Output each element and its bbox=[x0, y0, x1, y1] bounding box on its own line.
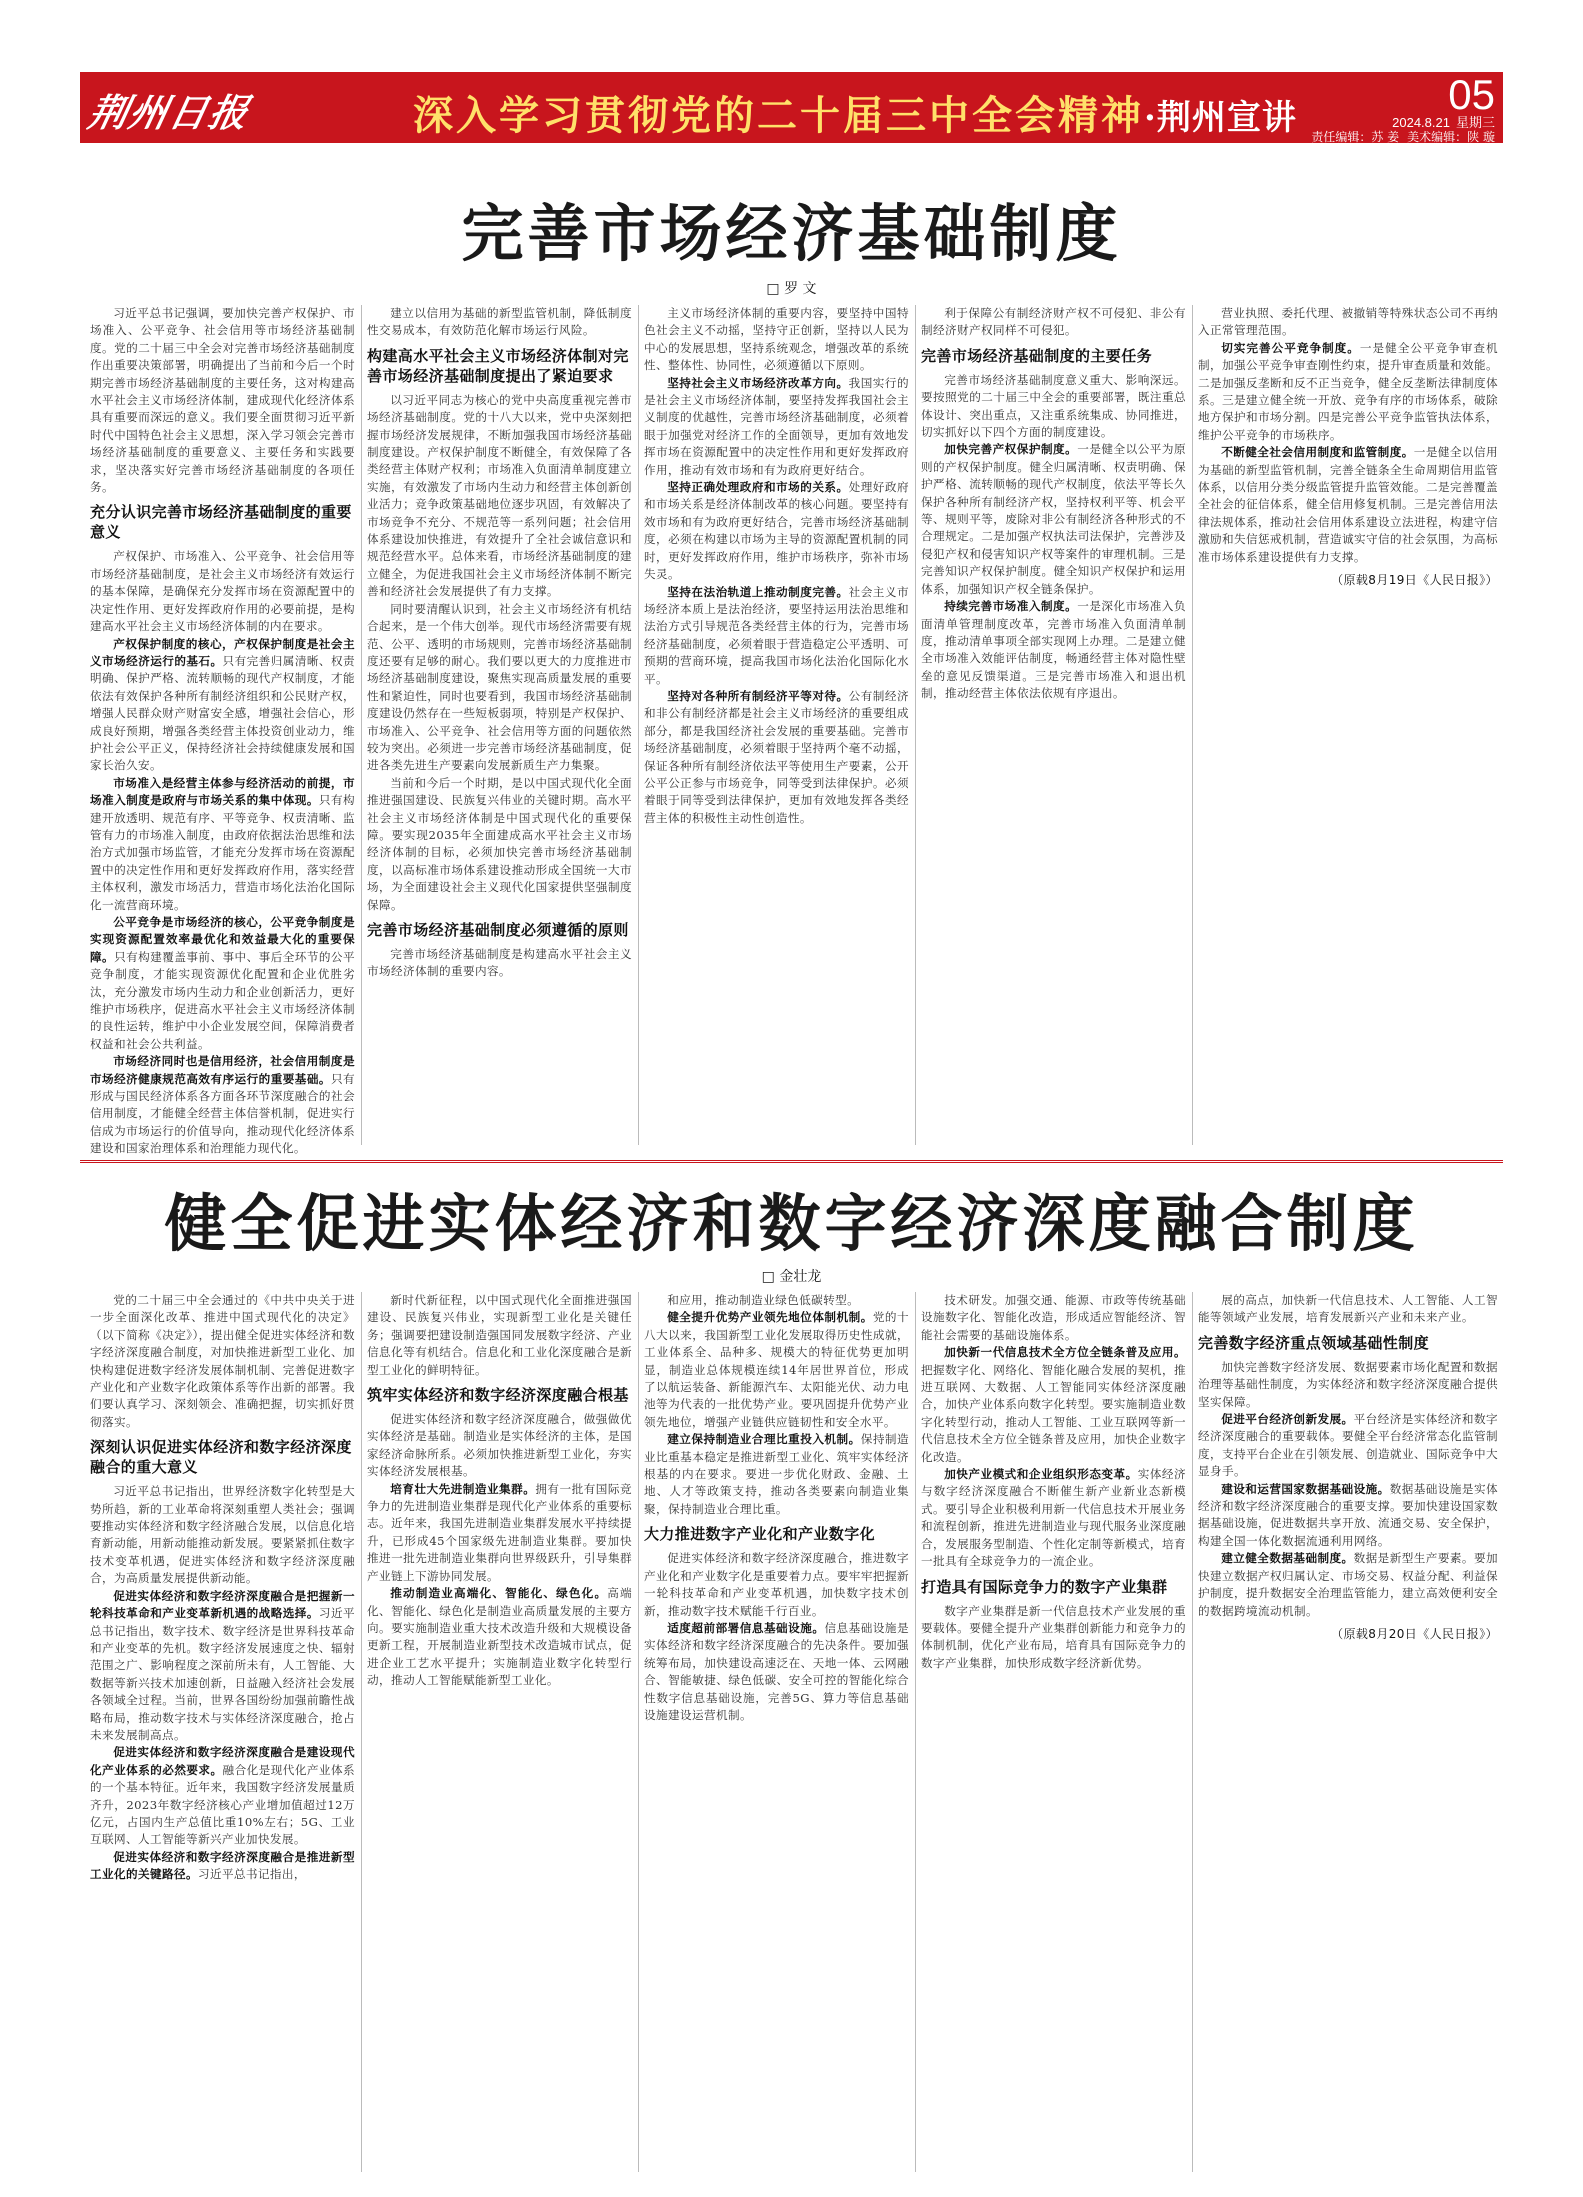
paragraph-lead: 建立健全数据基础制度。 bbox=[1221, 1551, 1354, 1566]
article2-col3 bbox=[644, 1292, 909, 2172]
paragraph-text: 一是健全以信用为基础的新型监管机制，完善全链条全生命周期信用监管体系，以信用分类分级监管提升监管效能。二是完善覆盖全社会的征信体系，健全信用修复机制。三是完善信用法律法规体系，推动社会信用体系建设立法进程，构建守信激励和失信惩戒机制，营造诚实守信的社会氛围，为高标准市场体系建设提供有力支撑。 bbox=[1198, 445, 1498, 564]
responsible-editor: 责任编辑：苏 姜 bbox=[1311, 130, 1400, 144]
paragraph-text: 一是深化市场准入负面清单管理制度改革，完善市场准入负面清单制度，推动清单事项全部实现网上办理。二是建立健全市场准入效能评估制度，畅通经营主体对隐性壁垒的意见反馈渠道。三是完善市场准入和退出机制，推动经营主体依法依规有序退出。 bbox=[921, 599, 1186, 701]
paragraph-text: 只有完善归属清晰、权责明确、保护严格、流转顺畅的现代产权制度，才能依法有效保护各种所有制经济组织和公民财产权，增强人民群众财产财富安全感，增强社会信心，形成良好预期，增强各类经营主体投资创业动力，维护社会公平正义，保持经济社会持续健康发展和国家长治久安。 bbox=[90, 653, 355, 773]
paragraph bbox=[644, 479, 909, 583]
paragraph bbox=[367, 305, 632, 340]
source-note: （原载8月20日《人民日报》） bbox=[1331, 1626, 1498, 1641]
paragraph-text: 数据是新型生产要素。要加快建立数据产权归属认定、市场交易、权益分配、利益保护制度，提升数据安全治理监管能力，建立高效便利安全的数据跨境流动机制。 bbox=[1198, 1551, 1498, 1618]
paragraph bbox=[644, 1620, 909, 1724]
paragraph-text: 利于保障公有制经济财产权不可侵犯、非公有制经济财产权同样不可侵犯。 bbox=[921, 306, 1186, 338]
paragraph bbox=[644, 1309, 909, 1431]
paragraph-text: 公有制经济和非公有制经济都是社会主义市场经济的重要组成部分，都是我国经济社会发展的重要基础。完善市场经济基础制度，必须着眼于坚持两个毫不动摇，保证各种所有制经济依法平等使用生产要素，公开公平公正参与市场竞争，同等受到法律保护。必须着眼于同等受到法律保护，更加有效地发挥各类经营主体的积极性主动性创造性。 bbox=[644, 688, 909, 825]
paragraph bbox=[644, 375, 909, 479]
article2-col4 bbox=[921, 1292, 1186, 2172]
paragraph bbox=[921, 598, 1186, 702]
paragraph-text: 党的十八大以来，我国新型工业化发展取得历史性成就，工业体系全、品种多、规模大的特征优势更加明显，制造业总体规模连续14年居世界首位，形成了以航运装备、新能源汽车、太阳能光伏、动力电池等为代表的一批优势产业。要巩固提升优势产业领先地位，增强产业链供应链韧性和安全水平。 bbox=[644, 1310, 909, 1429]
paragraph bbox=[90, 1053, 355, 1157]
paragraph-text: 完善市场经济基础制度意义重大、影响深远。要按照党的二十届三中全会的重要部署，既注重总体设计、突出重点，又注重系统集成、协同推进，切实抓好以下四个方面的制度建设。 bbox=[921, 372, 1186, 440]
paragraph bbox=[90, 305, 355, 496]
paragraph-lead: 建设和运营国家数据基础设施。 bbox=[1221, 1481, 1390, 1496]
paragraph bbox=[921, 441, 1186, 598]
paragraph-text: 只有构建覆盖事前、事中、事后全环节的公平竞争制度，才能实现资源优化配置和企业优胜劣汰，充分激发市场内生动力和企业创新活力，更好维护市场秩序，促进高水平社会主义市场经济体制的良性运转，维护中小企业发展空间，保障消费者权益和社会公共利益。 bbox=[90, 949, 355, 1051]
paragraph-text: 技术研发。加强交通、能源、市政等传统基础设施数字化、智能化改造，形成适应智能经济、智能社会需要的基础设施体系。 bbox=[921, 1293, 1186, 1342]
paragraph-lead: 培育壮大先进制造业集群。 bbox=[390, 1481, 536, 1496]
column-divider bbox=[638, 1292, 639, 2172]
section-heading: 完善市场经济基础制度必须遵循的原则 bbox=[367, 921, 629, 939]
paragraph bbox=[921, 1466, 1186, 1570]
paragraph bbox=[644, 688, 909, 827]
paragraph-text: 党的二十届三中全会通过的《中共中央关于进一步全面深化改革、推进中国式现代化的决定》（以下简称《决定》），提出健全促进实体经济和数字经济深度融合制度，对加快推进新型工业化、加快构建促进数字经济发展体制机制、完善促进数字产业化和产业数字化政策体系等作出新的部署。我们要认真学习、深刻领会、准确把握，切实抓好贯彻落实。 bbox=[90, 1293, 355, 1429]
paragraph-text: 习近平总书记强调，要加快完善产权保护、市场准入、公平竞争、社会信用等市场经济基础制度。党的二十届三中全会对完善市场经济基础制度作出重要决策部署，明确提出了当前和今后一个时期完善市场经济基础制度的主要任务，这对构建高水平社会主义市场经济体制，建成现代化经济体系具有重要而深远的意义。我们要全面贯彻习近平新时代中国特色社会主义思想，深入学习领会完善市场经济基础制度的重要意义、主要任务和实践要求，坚决落实好完善市场经济基础制度的各项任务。 bbox=[90, 306, 355, 495]
paragraph bbox=[367, 1481, 632, 1585]
paragraph-text: 社会主义市场经济本质上是法治经济，要坚持运用法治思维和法治方式引导规范各类经营主体的行为，完善市场经济基础制度，必须着眼于营造稳定公平透明、可预期的营商环境，提高我国市场化法治化国际化水平。 bbox=[644, 584, 909, 686]
paragraph-text: 一是健全以公平为原则的产权保护制度。健全归属清晰、权责明确、保护严格、流转顺畅的现代产权制度，依法平等长久保护各种所有制经济产权，坚持权利平等、机会平等、规则平等，废除对非公有制经济各种形式的不合理规定。二是加强产权执法司法保护，完善涉及侵犯产权和侵害知识产权等案件的审理机制。三是完善知识产权保护制度。健全知识产权保护和运用体系，加强知识产权全链条保护。 bbox=[921, 442, 1186, 596]
paragraph bbox=[90, 548, 355, 635]
paragraph-lead: 适度超前部署信息基础设施。 bbox=[667, 1620, 825, 1635]
paragraph bbox=[644, 584, 909, 688]
section-heading: 打造具有国际竞争力的数字产业集群 bbox=[921, 1577, 1168, 1596]
paragraph-text: 主义市场经济体制的重要内容，要坚持中国特色社会主义不动摇，坚持守正创新，坚持以人民为中心的发展思想，坚持系统观念，增强改革的系统性、整体性、协同性，必须遵循以下原则。 bbox=[644, 306, 909, 373]
paragraph-text: 和应用，推动制造业绿色低碳转型。 bbox=[667, 1293, 860, 1307]
paragraph bbox=[1198, 305, 1498, 340]
banner-suffix: ·荆州宣讲 bbox=[1144, 98, 1297, 138]
article1-byline: □ 罗 文 bbox=[766, 281, 817, 297]
paragraph-text: 促进实体经济和数字经济深度融合，做强做优实体经济是基础。制造业是实体经济的主体，是国家经济命脉所系。必须加快推进新型工业化，夯实实体经济发展根基。 bbox=[367, 1412, 632, 1479]
paragraph-text: 完善市场经济基础制度是构建高水平社会主义市场经济体制的重要内容。 bbox=[367, 947, 632, 979]
paragraph-text: 营业执照、委托代理、被撤销等特殊状态公司不再纳入正常管理范围。 bbox=[1198, 306, 1498, 338]
paragraph-lead: 坚持正确处理政府和市场的关系。 bbox=[667, 480, 849, 495]
paragraph bbox=[90, 1744, 355, 1848]
article2-col1 bbox=[90, 1292, 355, 2172]
section-heading: 充分认识完善市场经济基础制度的重要意义 bbox=[90, 503, 352, 542]
paragraph-lead: 促进平台经济创新发展。 bbox=[1221, 1412, 1354, 1427]
article1-col1 bbox=[90, 305, 355, 1156]
paragraph-text: 拥有一批有国际竞争力的先进制造业集群是现代化产业体系的重要标志。近年来，我国先进制造业集群发展水平持续提升，已形成45个国家级先进制造业集群。要加快推进一批先进制造业集群向世界级跃升，引导集群产业链上下游协同发展。 bbox=[367, 1481, 632, 1583]
banner-title bbox=[413, 84, 1297, 141]
paragraph bbox=[1198, 1292, 1498, 1327]
paragraph-lead: 推动制造业高端化、智能化、绿色化。 bbox=[390, 1586, 608, 1601]
column-divider bbox=[915, 305, 916, 1145]
paragraph-text: 把握数字化、网络化、智能化融合发展的契机，推进互联网、大数据、人工智能同实体经济深度融合，加快产业体系向数字化转型。要实施制造业数字化转型行动，推动人工智能、工业互联网等新一代信息技术全方位全链条普及应用，加快企业数字化改造。 bbox=[921, 1362, 1186, 1464]
paragraph-text: 数字产业集群是新一代信息技术产业发展的重要载体。要健全提升产业集群创新能力和竞争力的体制机制，优化产业布局，培育具有国际竞争力的数字产业集群，加快形成数字经济新优势。 bbox=[921, 1603, 1186, 1670]
paragraph-text: 展的高点，加快新一代信息技术、人工智能、人工智能等领域产业发展，培育发展新兴产业和未来产业。 bbox=[1198, 1293, 1498, 1325]
paragraph-text: 我国实行的是社会主义市场经济体制，要坚持发挥我国社会主义制度的优越性，完善市场经济基础制度，必须着眼于加强党对经济工作的全面领导，更加有效地发挥市场在资源配置中的决定性作用和更好发挥政府作用，推动有效市场和有为政府更好结合。 bbox=[644, 375, 909, 477]
paragraph bbox=[921, 1292, 1186, 1344]
paragraph-text: 只有构建开放透明、规范有序、平等竞争、权责清晰、监管有力的市场准入制度，由政府依据法治思维和法治方式加强市场监管，才能充分发挥市场在资源配置中的决定性作用和更好发挥政府作用，落实经营主体权利，激发市场活力，营造市场化法治化国际化一流营商环境。 bbox=[90, 793, 355, 912]
paragraph bbox=[921, 372, 1186, 442]
paragraph-text: 信息基础设施是实体经济和数字经济深度融合的先决条件。要加强统筹布局，加快建设高速泛在、天地一体、云网融合、智能敏捷、绿色低碳、安全可控的智能化综合性数字信息基础设施，完善5G、算力等信息基础设施建设运营机制。 bbox=[644, 1620, 910, 1722]
paragraph bbox=[1198, 444, 1498, 566]
article1-col3 bbox=[644, 305, 909, 1145]
section-heading: 构建高水平社会主义市场经济体制对完善市场经济基础制度提出了紧迫要求 bbox=[367, 346, 629, 385]
paragraph-text: 习近平总书记指出， bbox=[197, 1867, 306, 1882]
date: 2024.8.21 bbox=[1392, 115, 1450, 130]
paragraph-text: 习近平总书记指出，世界经济数字化转型是大势所趋，新的工业革命将深刻重塑人类社会；强调要推动实体经济和数字经济融合发展，以信息化培育新动能，用新动能推动新发展。要紧紧抓住数字技术变革机遇，促进实体经济和数字经济深度融合，为高质量发展提供新动能。 bbox=[90, 1484, 355, 1586]
paragraph-lead: 加快完善产权保护制度。 bbox=[944, 442, 1078, 457]
paragraph bbox=[90, 1292, 355, 1431]
paragraph-text: 高端化、智能化、绿色化是制造业高质量发展的主要方向。要实施制造业重大技术改造升级和大规模设备更新工程，开展制造业新型技术改造城市试点，促进企业工艺水平提升；实施制造业数字化转型行动，推动人工智能赋能新型工业化。 bbox=[367, 1586, 632, 1688]
paragraph-text: 平台经济是实体经济和数字经济深度融合的重要载体。要健全平台经济常态化监管制度，支持平台企业在引领发展、创造就业、国际竞争中大显身手。 bbox=[1198, 1412, 1498, 1479]
paragraph-lead: 切实完善公平竞争制度。 bbox=[1221, 340, 1360, 355]
paragraph bbox=[921, 305, 1186, 340]
source-note: （原载8月19日《人民日报》） bbox=[1331, 573, 1498, 588]
paragraph-text: 保持制造业比重基本稳定是推进新型工业化、筑牢实体经济根基的内在要求。要进一步优化财政、金融、土地、人才等政策支持，推动各类要素向制造业集聚，保持制造业合理比重。 bbox=[644, 1432, 909, 1516]
paragraph bbox=[367, 1411, 632, 1481]
section-heading: 完善市场经济基础制度的主要任务 bbox=[921, 346, 1153, 365]
paragraph bbox=[644, 305, 909, 375]
paragraph-lead: 市场经济同时也是信用经济，社会信用制度是市场经济健康规范高效有序运行的重要基础。 bbox=[90, 1054, 355, 1086]
paragraph-lead: 加快新一代信息技术全方位全链条普及应用。 bbox=[944, 1345, 1186, 1360]
paragraph-lead: 不断健全社会信用制度和监管制度。 bbox=[1221, 445, 1414, 460]
page-number: 05 bbox=[1448, 71, 1495, 118]
section-divider bbox=[80, 1160, 1503, 1163]
newspaper-logo: 荆州日报 bbox=[84, 90, 255, 135]
paragraph bbox=[367, 601, 632, 775]
paragraph bbox=[367, 1292, 632, 1379]
banner-main: 深入学习贯彻党的二十届三中全会精神 bbox=[413, 92, 1144, 139]
paragraph-text: 处理好政府和市场关系是经济体制改革的核心问题。要坚持有效市场和有为政府更好结合，完善市场经济基础制度，必须在构建以市场为主导的资源配置机制的同时，更好发挥政府作用，维护市场秩序，弥补市场失灵。 bbox=[644, 480, 909, 582]
paragraph-text: 新时代新征程，以中国式现代化全面推进强国建设、民族复兴伟业，实现新型工业化是关键任务；强调要把建设制造强国同发展数字经济、产业信息化等有机结合。信息化和工业化深度融合是新型工业化的鲜明特征。 bbox=[367, 1293, 632, 1377]
column-divider bbox=[361, 1292, 362, 2172]
masthead bbox=[80, 72, 1503, 143]
column-divider bbox=[638, 305, 639, 1145]
paragraph-text: 融合化是现代化产业体系的一个基本特征。近年来，我国数字经济发展量质齐升，2023年数字经济核心产业增加值超过12万亿元，占国内生产总值比重10%左右；5G、工业互联网、人工智能等新兴产业加快发展。 bbox=[90, 1762, 355, 1847]
paragraph-lead: 坚持对各种所有制经济平等对待。 bbox=[667, 688, 849, 703]
paragraph-lead: 产权保护制度的核心，产权保护制度是社会主义市场经济运行的基石。 bbox=[90, 636, 355, 668]
paragraph bbox=[1198, 1481, 1498, 1551]
paragraph bbox=[367, 775, 632, 914]
section-heading: 大力推进数字产业化和产业数字化 bbox=[644, 1525, 876, 1544]
article1-col2 bbox=[367, 305, 632, 1145]
paragraph bbox=[644, 1431, 909, 1518]
column-divider bbox=[1192, 1292, 1193, 2172]
article2-byline: □ 金壮龙 bbox=[761, 1269, 822, 1285]
paragraph-lead: 建立保持制造业合理比重投入机制。 bbox=[667, 1432, 861, 1447]
paragraph bbox=[90, 1588, 355, 1745]
paragraph-text: 产权保护、市场准入、公平竞争、社会信用等市场经济基础制度，是社会主义市场经济有效运行的基本保障，是确保充分发挥市场在资源配置中的决定性作用、更好发挥政府作用的必要前提，是构建高水平社会主义市场经济体制的内在要求。 bbox=[90, 549, 355, 634]
art-editor: 美术编辑：陕 璇 bbox=[1407, 130, 1495, 144]
paragraph-text: 建立以信用为基础的新型监管机制，降低制度性交易成本，有效防范化解市场运行风险。 bbox=[367, 306, 632, 338]
paragraph-text: 促进实体经济和数字经济深度融合，推进数字产业化和产业数字化是重要着力点。要牢牢把握新一轮科技革命和产业变革机遇，加快数字技术创新，推动数字技术赋能千行百业。 bbox=[644, 1551, 909, 1618]
column-divider bbox=[915, 1292, 916, 2172]
paragraph-text: 加快完善数字经济发展、数据要素市场化配置和数据治理等基础性制度，为实体经济和数字经济深度融合提供坚实保障。 bbox=[1198, 1359, 1498, 1409]
paragraph bbox=[1198, 1550, 1498, 1620]
paragraph-lead: 坚持在法治轨道上推动制度完善。 bbox=[667, 584, 849, 599]
section-heading: 完善数字经济重点领域基础性制度 bbox=[1198, 1333, 1430, 1352]
article1-col4 bbox=[921, 305, 1186, 1145]
article1-col5 bbox=[1198, 305, 1498, 1145]
paragraph-text: 一是健全公平竞争审查机制，加强公平竞争审查刚性约束，提升审查质量和效能。二是加强反垄断和反不正当竞争，健全反垄断法律制度体系。三是建立健全统一开放、竞争有序的市场体系，破除地方保护和市场分割。四是完善公平竞争监管执法体系，维护公平竞争的市场秩序。 bbox=[1198, 340, 1498, 442]
paragraph bbox=[367, 1585, 632, 1689]
paragraph bbox=[90, 1849, 355, 1884]
paragraph-lead: 持续完善市场准入制度。 bbox=[944, 599, 1078, 614]
section-heading: 深刻认识促进实体经济和数字经济深度融合的重大意义 bbox=[90, 1438, 352, 1477]
paragraph-text: 当前和今后一个时期，是以中国式现代化全面推进强国建设、民族复兴伟业的关键时期。高水平社会主义市场经济体制是中国式现代化的重要保障。要实现2035年全面建成高水平社会主义市场经济体制的目标，必须加快完善市场经济基础制度，以高标准市场体系建设推动形成全国统一大市场，为全面建设社会主义现代化国家提供坚强制度保障。 bbox=[367, 775, 632, 912]
editor-credits bbox=[1311, 128, 1495, 145]
column-divider bbox=[361, 305, 362, 1145]
paragraph-lead: 促进实体经济和数字经济深度融合是把握新一轮科技革命和产业变革新机遇的战略选择。 bbox=[90, 1588, 355, 1621]
paragraph bbox=[644, 1550, 909, 1620]
paragraph bbox=[367, 392, 632, 601]
paragraph-lead: 坚持社会主义市场经济改革方向。 bbox=[667, 375, 849, 390]
paragraph-text: 同时要清醒认识到，社会主义市场经济有机结合起来，是一个伟大创举。现代市场经济需要有规范、公平、透明的市场规则，完善市场经济基础制度还要有足够的耐心。我们要以更大的力度推进市场经济基础制度建设，聚焦实现高质量发展的重要性和紧迫性，同时也要看到，我国市场经济基础制度建设仍然存在一些短板弱项，特别是产权保护、市场准入、公平竞争、社会信用等方面的问题依然较为突出。必须进一步完善市场经济基础制度，促进各类先进生产要素向发展新质生产力集聚。 bbox=[367, 601, 632, 773]
column-divider bbox=[1192, 305, 1193, 1145]
paragraph bbox=[1198, 1359, 1498, 1411]
article2-col5 bbox=[1198, 1292, 1498, 2172]
paragraph bbox=[921, 1603, 1186, 1673]
paragraph bbox=[367, 946, 632, 981]
paragraph bbox=[1198, 340, 1498, 444]
paragraph-text: 只有形成与国民经济体系各方面各环节深度融合的社会信用制度，才能健全经营主体信誉机制，促进实行信成为市场运行的价值导向，推动现代化经济体系建设和国家治理体系和治理能力现代化。 bbox=[90, 1071, 355, 1156]
paragraph-text: 数据基础设施是实体经济和数字经济深度融合的重要支撑。要加快建设国家数据基础设施，促进数据共享开放、流通交易、安全保护，构建全国一体化数据流通利用网络。 bbox=[1198, 1481, 1498, 1548]
article2-title: 健全促进实体经济和数字经济深度融合制度 bbox=[164, 1187, 1419, 1260]
paragraph-lead: 市场准入是经营主体参与经济活动的前提，市场准入制度是政府与市场关系的集中体现。 bbox=[90, 775, 355, 808]
paragraph bbox=[90, 775, 355, 914]
paragraph-text: 习近平总书记指出，数字技术、数字经济是世界科技革命和产业变革的先机。数字经济发展速度之快、辐射范围之广、影响程度之深前所未有，人工智能、大数据等新兴技术加速创新，日益融入经济社会发展各领域全过程。当前，世界各国纷纷加强前瞻性战略布局，推动数字技术与实体经济深度融合，抢占未来发展制高点。 bbox=[90, 1606, 355, 1742]
paragraph bbox=[1198, 1411, 1498, 1481]
paragraph-lead: 公平竞争是市场经济的核心，公平竞争制度是实现资源配置效率最优化和效益最大化的重要保障。 bbox=[90, 915, 355, 964]
paragraph-text: 实体经济与数字经济深度融合不断催生新产业新业态新模式。要引导企业积极利用新一代信息技术开展业务和流程创新，推进先进制造业与现代服务业深度融合，发展服务型制造、个性化定制等新模式，培育一批具有全球竞争力的一流企业。 bbox=[921, 1467, 1186, 1569]
paragraph bbox=[90, 1483, 355, 1587]
paragraph bbox=[921, 1344, 1186, 1466]
section-heading: 筑牢实体经济和数字经济深度融合根基 bbox=[367, 1386, 629, 1405]
paragraph bbox=[644, 1292, 909, 1309]
article1-title: 完善市场经济基础制度 bbox=[461, 197, 1122, 270]
paragraph-lead: 促进实体经济和数字经济深度融合是建设现代化产业体系的必然要求。 bbox=[90, 1745, 355, 1777]
paragraph bbox=[90, 636, 355, 775]
article2-col2 bbox=[367, 1292, 632, 2172]
paragraph bbox=[90, 914, 355, 1053]
paragraph-lead: 健全提升优势产业领先地位体制机制。 bbox=[667, 1310, 873, 1325]
weekday: 星期三 bbox=[1455, 115, 1495, 130]
paragraph-lead: 加快产业模式和企业组织形态变革。 bbox=[944, 1467, 1138, 1482]
paragraph-text: 以习近平同志为核心的党中央高度重视完善市场经济基础制度。党的十八大以来，党中央深刻把握市场经济发展规律，不断加强我国市场经济基础制度建设。产权保护制度不断健全，有效保障了各类经营主体财产权利；市场准入负面清单制度建立实施，有效激发了市场内生动力和经营主体创新创业活力；竞争政策基础地位逐步巩固，有效解决了市场竞争不充分、不规范等一系列问题；社会信用体系建设加快推进，有效提升了全社会诚信意识和规范经营水平。总体来看，市场经济基础制度的建立健全，为促进我国社会主义市场经济体制不断完善和经济社会发展提供了有力支撑。 bbox=[367, 392, 632, 599]
paragraph-lead: 促进实体经济和数字经济深度融合是推进新型工业化的关键路径。 bbox=[90, 1849, 355, 1882]
